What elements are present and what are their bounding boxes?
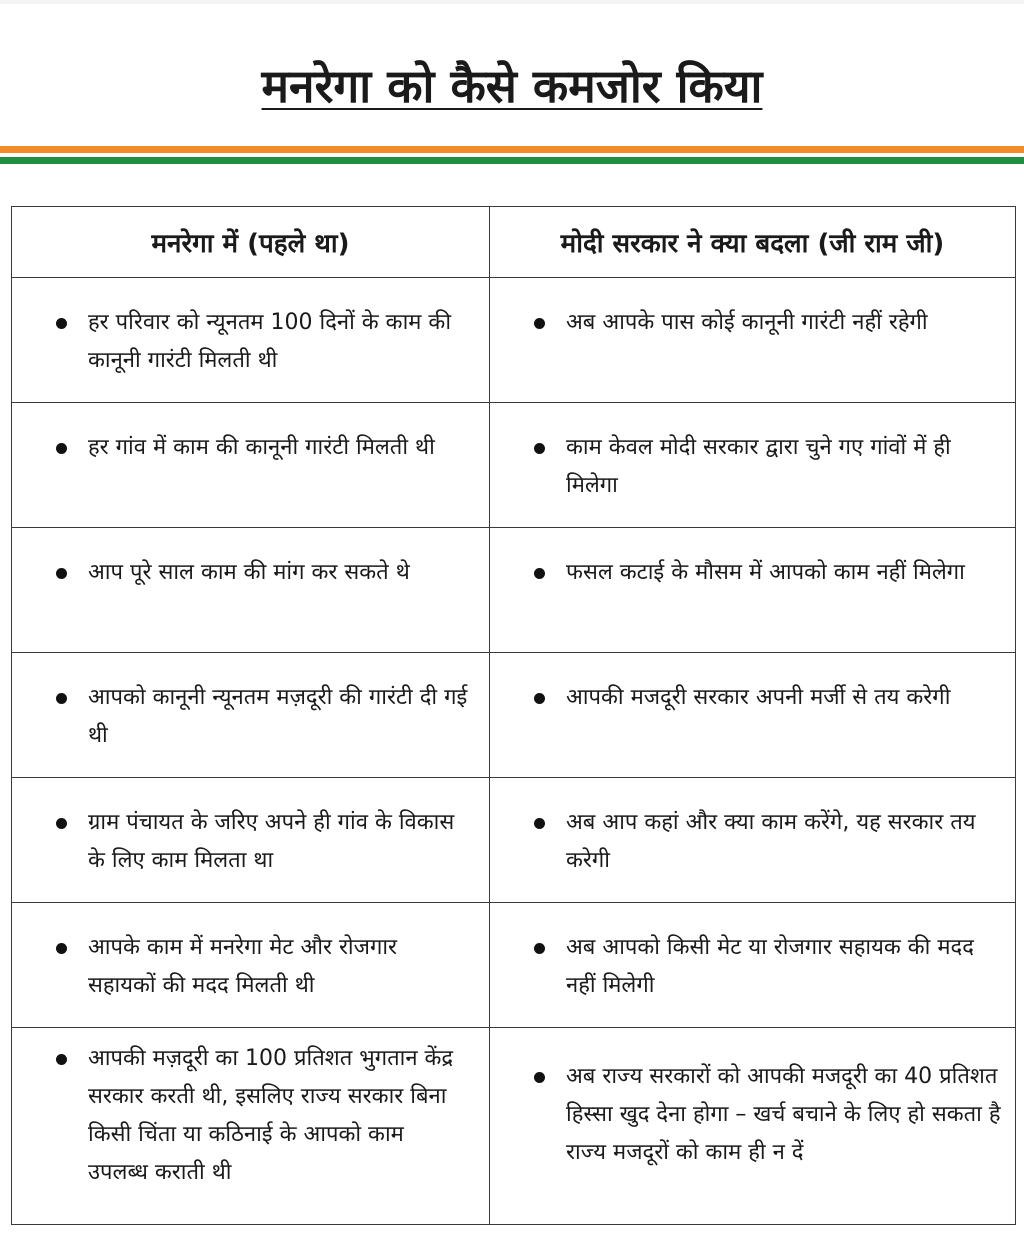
before-cell (12, 903, 490, 1028)
table-row (12, 528, 1016, 653)
table-row (12, 1028, 1016, 1225)
before-text: आपको कानूनी न्यूनतम मज़दूरी की गारंटी दी गई थी (88, 685, 468, 748)
table-row (12, 653, 1016, 778)
after-text: आपकी मजदूरी सरकार अपनी मर्जी से तय करेगी (566, 685, 951, 710)
before-cell (12, 778, 490, 903)
before-text: हर परिवार को न्यूनतम 100 दिनों के काम की कानूनी गारंटी मिलती थी (88, 310, 452, 373)
bullet-icon (534, 818, 545, 829)
after-cell (490, 903, 1016, 1028)
bullet-icon (56, 318, 67, 329)
saffron-stripe (0, 146, 1024, 153)
after-text: अब आपको किसी मेट या रोजगार सहायक की मदद नहीं मिलेगी (566, 935, 974, 998)
bullet-icon (534, 443, 545, 454)
after-cell (490, 403, 1016, 528)
after-text: अब राज्य सरकारों को आपकी मजदूरी का 40 प्रतिशत हिस्सा खुद देना होगा – खर्च बचाने के लिए हो सकता है राज्य मजदूरों को काम ही न दें (566, 1064, 1001, 1165)
before-text: आपकी मज़दूरी का 100 प्रतिशत भुगतान केंद्र सरकार करती थी, इसलिए राज्य सरकार बिना किसी चिंता या कठिनाई के आपको काम उपलब्ध कराती थी (88, 1046, 454, 1185)
page-title-text: मनरेगा को कैसे कमजोर किया (261, 59, 763, 113)
table-row (12, 278, 1016, 403)
before-cell (12, 278, 490, 403)
before-text: आपके काम में मनरेगा मेट और रोजगार सहायकों की मदद मिलती थी (88, 935, 398, 998)
bullet-icon (534, 318, 545, 329)
after-cell (490, 278, 1016, 403)
before-cell (12, 403, 490, 528)
table-row (12, 403, 1016, 528)
bullet-icon (56, 818, 67, 829)
bullet-icon (56, 443, 67, 454)
bullet-icon (56, 693, 67, 704)
bullet-icon (534, 1072, 545, 1083)
page-title (0, 56, 1024, 116)
bullet-icon (56, 1054, 67, 1065)
before-text: आप पूरे साल काम की मांग कर सकते थे (88, 560, 410, 585)
after-cell (490, 1028, 1016, 1225)
table-row (12, 903, 1016, 1028)
header-after: मोदी सरकार ने क्या बदला (जी राम जी) (490, 207, 1016, 278)
bullet-icon (534, 943, 545, 954)
after-text: फसल कटाई के मौसम में आपको काम नहीं मिलेगा (566, 560, 965, 585)
before-cell (12, 528, 490, 653)
header-before: मनरेगा में (पहले था) (12, 207, 490, 278)
bullet-icon (56, 568, 67, 579)
bullet-icon (56, 943, 67, 954)
bullet-icon (534, 568, 545, 579)
after-text: अब आपके पास कोई कानूनी गारंटी नहीं रहेगी (566, 310, 928, 335)
green-stripe (0, 157, 1024, 164)
before-cell (12, 1028, 490, 1225)
after-text: अब आप कहां और क्या काम करेंगे, यह सरकार तय करेगी (566, 810, 976, 873)
after-cell (490, 528, 1016, 653)
after-cell (490, 778, 1016, 903)
before-text: हर गांव में काम की कानूनी गारंटी मिलती थी (88, 435, 435, 460)
after-text: काम केवल मोदी सरकार द्वारा चुने गए गांवों में ही मिलेगा (566, 435, 951, 498)
before-cell (12, 653, 490, 778)
top-strip (0, 0, 1024, 4)
tricolor-divider (0, 146, 1024, 164)
table-row (12, 778, 1016, 903)
bullet-icon (534, 693, 545, 704)
after-cell (490, 653, 1016, 778)
comparison-table (11, 206, 1016, 1225)
table-header-row (12, 207, 1016, 278)
before-text: ग्राम पंचायत के जरिए अपने ही गांव के विकास के लिए काम मिलता था (88, 810, 455, 873)
